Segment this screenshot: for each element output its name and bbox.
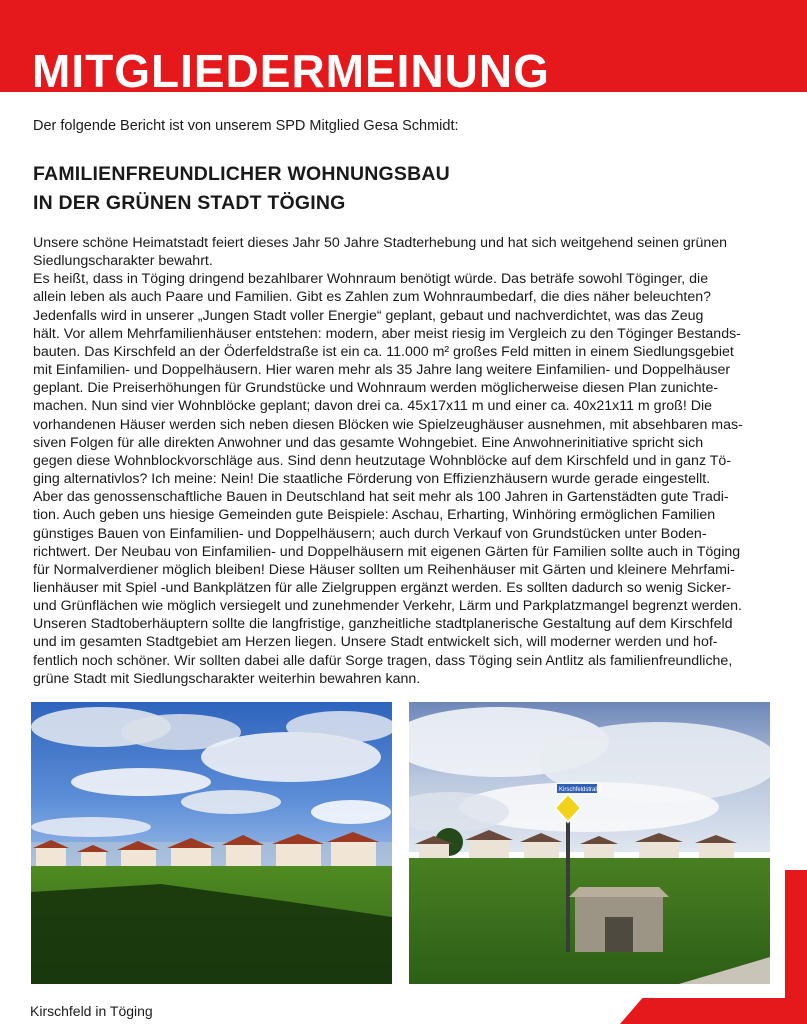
article-body — [33, 234, 773, 688]
body-line: bauten. Das Kirschfeld an der Öderfeldstraße ist ein ca. 11.000 m² großes Feld mitten in einem Siedlungsgebiet — [33, 343, 734, 360]
photo-field-houses — [31, 702, 392, 984]
body-line: gegen diese Wohnblockvorschläge aus. Sind denn heutzutage Wohnblöcke auf dem Kirschfeld und in ganz Tö- — [33, 452, 732, 469]
body-line: ging alternativlos? Ich meine: Nein! Die staatliche Förderung von Effizienzhäusern wurde gerade eingestellt. — [33, 471, 711, 488]
body-line: vorhandenen Häuser werden sich neben diesen Blöcken wie Spielzeughäuser ausnehmen, mit absehbaren mas- — [33, 416, 743, 433]
body-line: fentlich noch schöner. Wir sollten dabei alle dafür Sorge tragen, dass Töging sein Antlitz als familienfreundliche, — [33, 652, 733, 669]
body-line: Siedlungscharakter bewahrt. — [33, 253, 213, 270]
body-line: geplant. Die Preiserhöhungen für Grundstücke und Wohnraum werden möglicherweise diesen Plan zunichte- — [33, 380, 719, 397]
body-line: lienhäuser mit Spiel -und Bankplätzen für alle Zielgruppen ergänzt werden. Es sollten dadurch so wenig Sicker- — [33, 579, 731, 596]
headline-line: IN DER GRÜNEN STADT TÖGING — [33, 192, 346, 214]
article-headline — [33, 160, 450, 218]
body-line: allein leben als auch Paare und Familien. Gibt es Zahlen zum Wohnraumbedarf, die dies näher beleuchten? — [33, 289, 711, 306]
photo-caption: Kirschfeld in Töging — [30, 1003, 153, 1019]
body-line: hält. Vor allem Mehrfamilienhäuser entstehen: modern, aber meist riesig im Vergleich zu den Töginger Bestands- — [33, 325, 741, 342]
body-line: Jedenfalls wird in unserer „Jungen Stadt voller Energie“ geplant, gebaut und nachverdichtet, was das Zeug — [33, 307, 704, 324]
body-line: grüne Stadt mit Siedlungscharakter weiterhin bewahren kann. — [33, 670, 421, 687]
headline-line: FAMILIENFREUNDLICHER WOHNUNGSBAU — [33, 163, 450, 185]
body-line: Aber das genossenschaftliche Bauen in Deutschland hat seit mehr als 100 Jahren in Gartenstädten gute Tradi- — [33, 489, 729, 506]
intro-text: Der folgende Bericht ist von unserem SPD Mitglied Gesa Schmidt: — [33, 118, 459, 134]
street-sign-text: Kirschfeldstraße — [559, 787, 603, 793]
body-line: günstiges Bauen von Einfamilien- und Doppelhäusern; auch durch Verkauf von Grundstücken unter Boden- — [33, 525, 707, 542]
body-line: und Grünflächen wie möglich versiegelt und zunehmender Verkehr, Lärm und Parkplatzmangel begrenzt werden. — [33, 598, 742, 615]
body-line: mit Einfamilien- und Doppelhäusern. Hier waren mehr als 35 Jahre lang weitere Einfamilien- und Doppelhäuser — [33, 362, 731, 379]
body-line: siven Folgen für alle direkten Anwohner und das gesamte Wohngebiet. Eine Anwohnerinitiative spricht sich — [33, 434, 704, 451]
body-line: tion. Auch geben uns hiesige Gemeinden gute Beispiele: Aschau, Erharting, Winhöring ermöglichen Familien — [33, 507, 716, 524]
body-line: und im gesamten Stadtgebiet am Herzen liegen. Unsere Stadt entwickelt sich, will moderner werden und hof- — [33, 634, 718, 651]
body-line: Unsere schöne Heimatstadt feiert dieses Jahr 50 Jahre Stadterhebung und hat sich weitgehend seinen grünen — [33, 235, 728, 251]
photo-field-street-sign — [409, 702, 770, 984]
body-line: richtwert. Der Neubau von Einfamilien- und Doppelhäusern mit eigenen Gärten für Familien sollte auch in Töging — [33, 543, 741, 560]
page-title: MITGLIEDERMEINUNG — [32, 46, 550, 92]
body-line: machen. Nun sind vier Wohnblöcke geplant; davon drei ca. 45x17x11 m und einer ca. 40x21x11 m groß! Die — [33, 398, 713, 415]
decorative-red-corner — [620, 998, 807, 1024]
body-line: Es heißt, dass in Töging dringend bezahlbarer Wohnraum benötigt würde. Das beträfe sowohl Töginger, die — [33, 271, 709, 288]
body-line: für Normalverdiener möglich bleiben! Diese Häuser sollten um Reihenhäuser mit Gärten und kleinere Mehrfami- — [33, 561, 735, 578]
body-line: Unseren Stadtoberhäuptern sollte die langfristige, ganzheitliche stadtplanerische Gestaltung auf dem Kirschfeld — [33, 616, 733, 633]
